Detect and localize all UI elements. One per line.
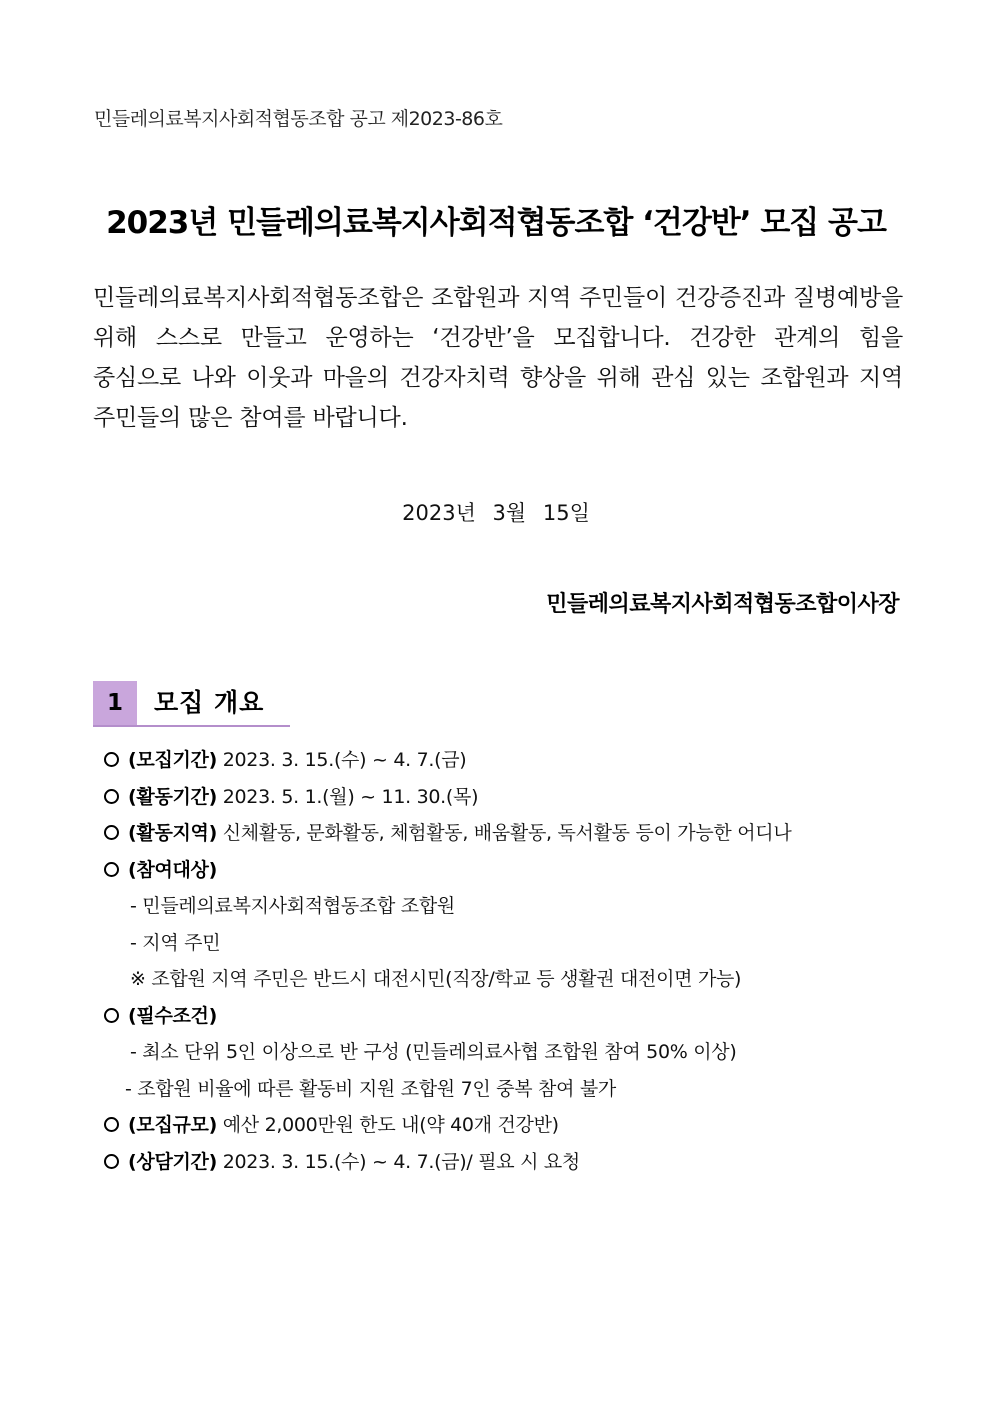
- circle-bullet-icon: [104, 752, 119, 767]
- section-title: 모집 개요: [154, 688, 265, 717]
- item-value: 예산 2,000만원 한도 내(약 40개 건강반): [216, 1114, 559, 1136]
- item-key: (활동지역): [128, 822, 217, 844]
- list-item-consult-period: [100, 1144, 920, 1181]
- item-value: 2023. 3. 15.(수) ~ 4. 7.(금): [216, 749, 467, 771]
- section-header: [93, 681, 290, 727]
- circle-bullet-icon: [104, 1154, 119, 1169]
- notice-number: 민들레의료복지사회적협동조합 공고 제2023-86호: [94, 108, 503, 130]
- recruit-overview-list: [100, 742, 920, 1180]
- section-number: 1: [93, 681, 137, 725]
- item-key: (모집규모): [128, 1114, 217, 1136]
- item-value: 2023. 5. 1.(월) ~ 11. 30.(목): [216, 785, 479, 808]
- participants-note: ※ 조합원 지역 주민은 반드시 대전시민(직장/학교 등 생활권 대전이면 가능): [130, 968, 742, 990]
- intro-paragraph: 민들레의료복지사회적협동조합은 조합원과 지역 주민들이 건강증진과 질병예방을 위해 스스로 만들고 운영하는 ‘건강반’을 모집합니다. 건강한 관계의 힘을 중심으로 나와 이웃과 마을의 건강자치력 향상을 위해 관심 있는 조합원과 지역 주민들의 많은 참여를 바랍니다.: [93, 285, 903, 431]
- list-item-participants: [100, 852, 920, 889]
- list-item-requirements: [100, 998, 920, 1035]
- circle-bullet-icon: [104, 1117, 119, 1132]
- circle-bullet-icon: [104, 789, 119, 804]
- item-key: (모집기간): [128, 749, 217, 771]
- requirements-line: - 최소 단위 5인 이상으로 반 구성 (민들레의료사협 조합원 참여 50% 이상): [130, 1041, 737, 1063]
- signer: 민들레의료복지사회적협동조합이사장: [546, 592, 899, 617]
- item-key: (참여대상): [128, 858, 217, 881]
- item-key: (필수조건): [128, 1004, 217, 1027]
- item-value: 신체활동, 문화활동, 체험활동, 배움활동, 독서활동 등이 가능한 어디나: [216, 822, 792, 844]
- item-value: 2023. 3. 15.(수) ~ 4. 7.(금)/ 필요 시 요청: [216, 1150, 580, 1173]
- page-title: 2023년 민들레의료복지사회적협동조합 ‘건강반’ 모집 공고: [106, 205, 886, 241]
- list-item-activity-area: [100, 815, 920, 852]
- list-item-scale: [100, 1107, 920, 1144]
- item-key: (활동기간): [128, 785, 217, 808]
- circle-bullet-icon: [104, 1008, 119, 1023]
- item-key: (상담기간): [128, 1150, 217, 1173]
- circle-bullet-icon: [104, 862, 119, 877]
- announcement-date: 2023년 3월 15일: [402, 501, 590, 525]
- list-item-recruit-period: [100, 742, 920, 779]
- participants-line: - 지역 주민: [130, 931, 221, 954]
- list-item-activity-period: [100, 779, 920, 816]
- participants-line: - 민들레의료복지사회적협동조합 조합원: [130, 895, 455, 917]
- circle-bullet-icon: [104, 825, 119, 840]
- requirements-line: - 조합원 비율에 따른 활동비 지원 조합원 7인 중복 참여 불가: [125, 1077, 616, 1100]
